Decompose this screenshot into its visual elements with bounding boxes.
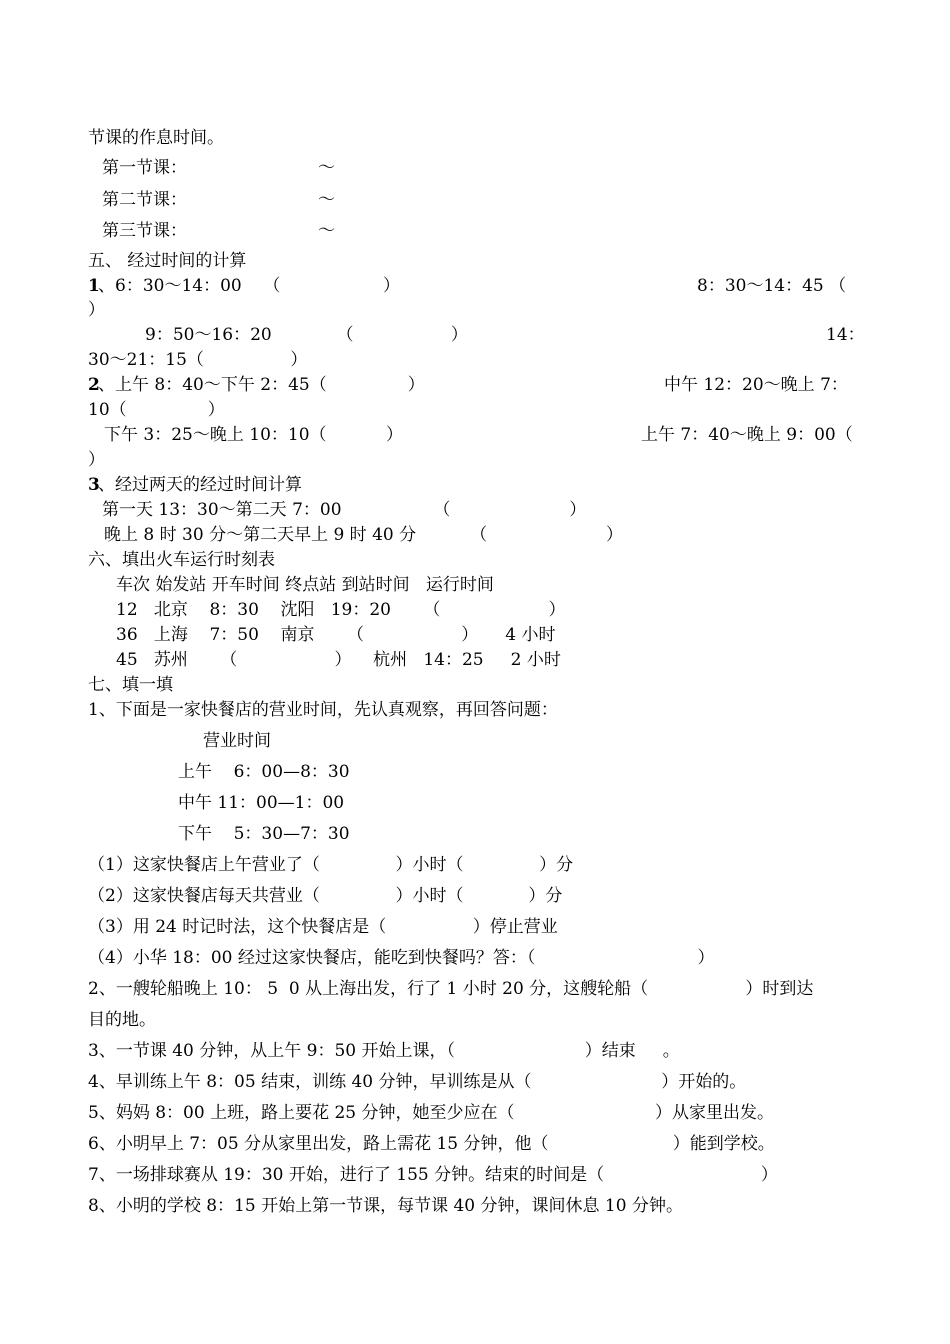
question-line: 8、小明的学校 8：15 开始上第一节课，每节课 40 分钟，课间休息 10 分钟。 [88, 1196, 683, 1216]
question-line: （3）用 24 时记时法，这个快餐店是（ ）停止营业 [88, 917, 558, 937]
question-line: 6、小明早上 7：05 分从家里出发，路上需花 15 分钟，他（ ）能到学校。 [88, 1134, 775, 1154]
text-line: 1、下面是一家快餐店的营业时间，先认真观察，再回答问题： [88, 700, 558, 720]
table-row: 45 苏州 （ ） 杭州 14：25 2 小时 [116, 650, 561, 670]
question-line: 目的地。 [88, 1010, 156, 1030]
section-heading: 六、填出火车运行时刻表 [88, 550, 275, 570]
text-line: ） [88, 450, 105, 470]
text-line: 第二节课： [102, 190, 187, 210]
question-line: （2）这家快餐店每天共营业（ ）小时（ ）分 [88, 886, 563, 906]
text-line: 8：30～14：45 （ [697, 276, 847, 296]
text-line: 节课的作息时间。 [88, 128, 224, 148]
section-heading: 五、 经过时间的计算 [88, 251, 247, 271]
text-line: 第三节课： [102, 221, 187, 241]
text-line: ～ [318, 221, 335, 241]
text-line: 下午 3：25～晚上 10：10（ ） [104, 425, 403, 445]
schedule-title: 营业时间 [203, 731, 271, 751]
text-line: ～ [318, 158, 335, 178]
text-line: 30～21：15（ ） [88, 350, 308, 370]
text-line: 、经过两天的经过时间计算 [98, 475, 302, 495]
schedule-row: 中午 11：00—1：00 [178, 793, 345, 813]
text-line: 第一天 13：30～第二天 7：00 （ ） [102, 500, 587, 520]
question-line: （1）这家快餐店上午营业了（ ）小时（ ）分 [88, 855, 574, 875]
text-line: 晚上 8 时 30 分～第二天早上 9 时 40 分 （ ） [104, 525, 624, 545]
text-line: 、上午 8：40～下午 2：45（ ） [98, 375, 425, 395]
question-line: 7、一场排球赛从 19：30 开始，进行了 155 分钟。结束的时间是（ ） [88, 1165, 778, 1185]
table-row: 36 上海 7：50 南京 （ ） 4 小时 [116, 625, 556, 645]
text-line: 10（ ） [88, 400, 225, 420]
question-line: 5、妈妈 8：00 上班，路上要花 25 分钟，她至少应在（ ）从家里出发。 [88, 1103, 775, 1123]
item-number: 1 [88, 276, 100, 296]
question-line: 3、一节课 40 分钟，从上午 9：50 开始上课，（ ）结束 。 [88, 1041, 680, 1061]
item-number: 2 [88, 375, 100, 395]
question-line: 4、早训练上午 8：05 结束，训练 40 分钟，早训练是从（ ）开始的。 [88, 1072, 747, 1092]
table-header: 车次 始发站 开车时间 终点站 到站时间 运行时间 [116, 575, 494, 595]
text-line: 9：50～16：20 （ ） [145, 325, 468, 345]
text-line: 中午 12：20～晚上 7： [664, 375, 848, 395]
table-row: 12 北京 8：30 沈阳 19：20 （ ） [116, 600, 566, 620]
question-line: 2、一艘轮船晚上 10： 5 0 从上海出发，行了 1 小时 20 分，这艘轮船（ ）时到达 [88, 979, 814, 999]
text-line: 、6：30～14：00 （ ） [98, 276, 400, 296]
question-line: （4）小华 18：00 经过这家快餐店，能吃到快餐吗？答：（ ） [88, 948, 715, 968]
text-line: 第一节课： [102, 158, 187, 178]
schedule-row: 上午 6：00—8：30 [178, 762, 350, 782]
text-line: 14： [826, 325, 865, 345]
schedule-row: 下午 5：30—7：30 [178, 824, 350, 844]
section-heading: 七、填一填 [88, 675, 173, 695]
text-line: ） [88, 300, 105, 320]
text-line: ～ [318, 190, 335, 210]
text-line: 上午 7：40～晚上 9：00（ [641, 425, 853, 445]
item-number: 3 [88, 475, 100, 495]
